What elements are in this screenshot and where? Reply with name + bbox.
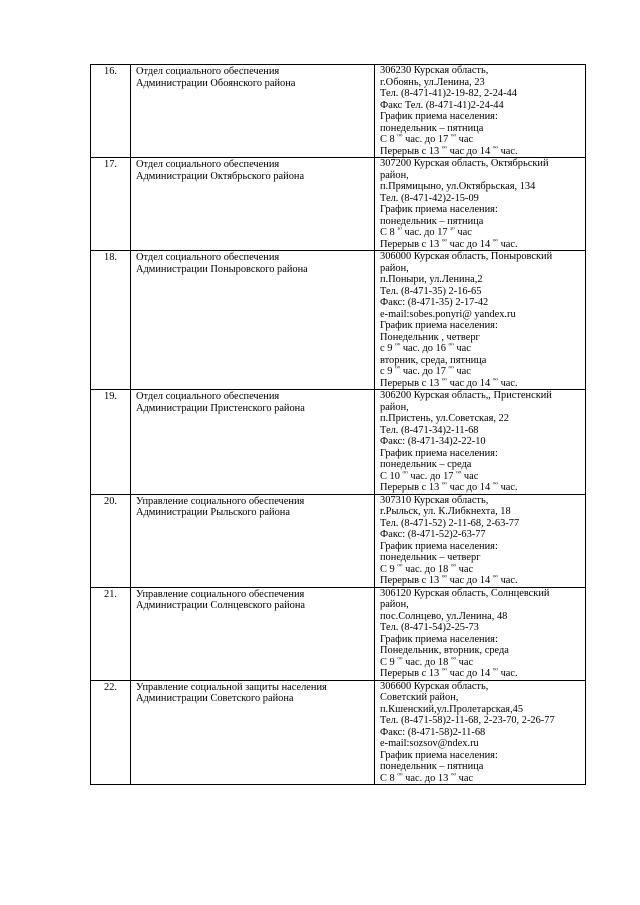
- contact-line: понедельник – четверг: [380, 552, 481, 563]
- time-minutes-superscript: ⁰⁰: [441, 574, 448, 582]
- time-minutes-superscript: ⁰⁰: [441, 145, 448, 152]
- contact-line: 306600 Курская область,: [380, 680, 489, 692]
- row-number: 16.: [91, 65, 131, 158]
- office-name-line: Администрации Октябрьского района: [136, 170, 305, 182]
- contact-line: Советский район,: [380, 692, 459, 703]
- table-row: [91, 494, 586, 587]
- office-name-line: Управление социального обеспечения: [136, 495, 305, 507]
- time-minutes-superscript: ⁰⁰: [395, 342, 401, 350]
- time-minutes-superscript: ³⁰: [397, 226, 402, 234]
- table-row: [91, 65, 586, 158]
- contact-line: понедельник – пятница: [380, 761, 484, 772]
- contact-line: С 8 $^{^{30}}$ час. до 17 $^{^{30}}$ час: [380, 226, 472, 238]
- time-minutes-superscript: ⁰⁰: [450, 563, 457, 570]
- row-number: 18.: [91, 251, 131, 390]
- offices-table: [90, 64, 586, 785]
- contact-line: п.Поныри, ул.Ленина,2: [380, 274, 483, 285]
- table-row: [91, 251, 586, 390]
- contact-line: район,: [380, 169, 409, 181]
- contact-line: Тел. (8-471-35) 2-16-65: [380, 285, 482, 297]
- time-minutes-superscript: ⁰⁰: [441, 238, 448, 245]
- contact-line: Тел. (8-471-54)2-25-73: [380, 622, 479, 633]
- time-minutes-superscript: ⁰⁰: [492, 667, 498, 675]
- office-name-cell: [131, 65, 375, 158]
- contact-line: Факс Тел. (8-471-41)2-24-44: [380, 99, 504, 111]
- contact-line: Перерыв с 13 $^{^{00}}$ час до 14 $^{^{00}}$ час.: [380, 145, 518, 157]
- contact-line: Факс: (8-471-52)2-63-77: [380, 529, 486, 540]
- office-name-line: Администрации Пристенского района: [136, 402, 305, 414]
- office-name-line: Отдел социального обеспечения: [136, 66, 280, 77]
- office-contact-cell: [375, 65, 586, 158]
- contact-line: Перерыв с 13 $^{^{00}}$ час до 14 $^{^{00}}$ час.: [380, 238, 518, 250]
- contact-line: e-mail:sobes.ponyri@ yandex.ru: [380, 308, 516, 320]
- contact-line: п.Прямицыно, ул.Октябрьская, 134: [380, 181, 536, 192]
- time-minutes-superscript: ⁰⁰: [397, 133, 403, 141]
- contact-line: пос.Солнцево, ул.Ленина, 48: [380, 610, 508, 622]
- contact-line: г.Рыльск, ул. К.Либкнехта, 18: [380, 506, 511, 517]
- contact-line: С 9 $^{^{00}}$ час. до 18 $^{^{00}}$ час: [380, 656, 474, 668]
- contact-line: Перерыв с 13 $^{^{00}}$ час до 14 $^{^{00}}$ час.: [380, 667, 518, 679]
- office-name-line: Отдел социального обеспечения: [136, 252, 280, 263]
- contact-line: понедельник – пятница: [380, 215, 484, 227]
- contact-line: График приема населения:: [380, 633, 498, 645]
- contact-line: Понедельник, вторник, среда: [380, 645, 509, 656]
- contact-line: С 8 $^{^{00}}$ час. до 13 $^{^{00}}$ час: [380, 772, 474, 784]
- time-minutes-superscript: ⁰⁰: [456, 470, 462, 477]
- office-name-cell: [131, 680, 375, 785]
- time-minutes-superscript: ⁰⁰: [402, 470, 408, 477]
- office-contact-cell: [375, 494, 586, 587]
- time-minutes-superscript: ⁰⁰: [492, 238, 498, 245]
- row-number: 19.: [91, 390, 131, 495]
- contact-line: С 9 $^{^{00}}$ час. до 18 $^{^{00}}$ час: [380, 563, 474, 575]
- office-contact-cell: [375, 680, 586, 785]
- contact-line: район,: [380, 401, 409, 413]
- contact-line: 307310 Курская область,: [380, 494, 489, 506]
- office-name-line: Администрации Солнцевского района: [136, 600, 306, 611]
- table-row: [91, 680, 586, 785]
- office-name-line: Администрации Советского района: [136, 693, 294, 704]
- contact-line: Факс: (8-471-35) 2-17-42: [380, 297, 489, 308]
- time-minutes-superscript: ⁰⁰: [492, 574, 498, 582]
- office-name-line: Отдел социального обеспечения: [136, 391, 280, 402]
- contact-line: 306120 Курская область, Солнцевский: [380, 587, 550, 599]
- contact-line: район,: [380, 599, 409, 610]
- table-row: [91, 390, 586, 495]
- contact-line: Тел. (8-471-42)2-15-09: [380, 192, 479, 204]
- time-minutes-superscript: ⁰⁰: [397, 563, 403, 570]
- time-minutes-superscript: ⁰⁰: [492, 481, 498, 489]
- time-minutes-superscript: ⁰⁰: [450, 133, 457, 141]
- office-name-line: Управление социальной защиты населения: [136, 681, 327, 693]
- row-number: 17.: [91, 158, 131, 251]
- office-contact-cell: [375, 390, 586, 495]
- office-name-line: Управление социального обеспечения: [136, 588, 305, 600]
- contact-line: 307200 Курская область, Октябрьский: [380, 158, 549, 169]
- office-name-cell: [131, 251, 375, 390]
- office-contact-cell: [375, 587, 586, 680]
- row-number: 21.: [91, 587, 131, 680]
- office-contact-cell: [375, 158, 586, 251]
- time-minutes-superscript: ⁰⁰: [492, 377, 498, 384]
- contact-line: График приема населения:: [380, 111, 498, 122]
- time-minutes-superscript: ³⁰: [450, 226, 455, 234]
- contact-line: График приема населения:: [380, 204, 498, 215]
- contact-line: Перерыв с 13 $^{^{00}}$ час до 14 $^{^{00}}$ час.: [380, 481, 518, 493]
- contact-line: район,: [380, 262, 409, 274]
- contact-line: График приема населения:: [380, 447, 498, 459]
- contact-line: График приема населения:: [380, 749, 498, 761]
- contact-line: с 9 $^{^{00}}$ час. до 17 $^{^{00}}$ час: [380, 365, 471, 377]
- office-name-cell: [131, 390, 375, 495]
- contact-line: 306230 Курская область,: [380, 65, 489, 76]
- contact-line: Факс: (8-471-58)2-11-68: [380, 726, 486, 738]
- contact-line: вторник, среда, пятница: [380, 354, 487, 366]
- contact-line: С 8 $^{^{00}}$ час. до 17 $^{^{00}}$ час: [380, 133, 474, 145]
- time-minutes-superscript: ⁰⁰: [397, 656, 403, 663]
- contact-line: Тел. (8-471-41)2-19-82, 2-24-44: [380, 88, 517, 99]
- time-minutes-superscript: ⁰⁰: [441, 377, 448, 384]
- contact-line: Тел. (8-471-34)2-11-68: [380, 424, 479, 436]
- contact-line: Понедельник , четверг: [380, 331, 480, 343]
- office-name-line: Администрации Поныровского района: [136, 263, 308, 275]
- contact-line: e-mail:sozsov@ndex.ru: [380, 738, 479, 749]
- contact-line: 306200 Курская область,, Пристенский: [380, 390, 552, 401]
- contact-line: График приема населения:: [380, 320, 498, 331]
- contact-line: с 9 $^{^{00}}$ час. до 16 $^{^{00}}$ час: [380, 342, 471, 354]
- contact-line: Факс: (8-471-34)2-22-10: [380, 436, 486, 447]
- contact-line: График приема населения:: [380, 540, 498, 552]
- contact-line: п.Кшенский,ул.Пролетарская,45: [380, 703, 524, 715]
- office-name-cell: [131, 494, 375, 587]
- contact-line: 306000 Курская область, Поныровский: [380, 251, 553, 262]
- office-name-line: Администрации Рыльского района: [136, 507, 290, 518]
- contact-line: Тел. (8-471-52) 2-11-68, 2-63-77: [380, 517, 520, 529]
- contact-line: Перерыв с 13 $^{^{00}}$ час до 14 $^{^{00}}$ час.: [380, 574, 518, 586]
- contact-line: Перерыв с 13 $^{^{00}}$ час до 14 $^{^{00}}$ час.: [380, 377, 518, 389]
- office-name-line: Отдел социального обеспечения: [136, 159, 280, 170]
- table-row: [91, 587, 586, 680]
- contact-line: г.Обоянь, ул.Ленина, 23: [380, 76, 485, 88]
- table-row: [91, 158, 586, 251]
- time-minutes-superscript: ⁰⁰: [441, 481, 448, 489]
- time-minutes-superscript: ⁰⁰: [441, 667, 448, 675]
- contact-line: п.Пристень, ул.Советская, 22: [380, 413, 509, 424]
- time-minutes-superscript: ⁰⁰: [450, 656, 457, 663]
- office-name-cell: [131, 587, 375, 680]
- time-minutes-superscript: ⁰⁰: [492, 145, 498, 152]
- time-minutes-superscript: ⁰⁰: [397, 772, 403, 779]
- time-minutes-superscript: ⁰⁰: [448, 365, 454, 373]
- time-minutes-superscript: ⁰⁰: [395, 365, 401, 373]
- offices-table-body: [91, 65, 586, 785]
- time-minutes-superscript: ⁰⁰: [448, 342, 454, 350]
- office-contact-cell: [375, 251, 586, 390]
- contact-line: понедельник – среда: [380, 459, 472, 470]
- contact-line: Тел. (8-471-58)2-11-68, 2-23-70, 2-26-77: [380, 715, 555, 726]
- time-minutes-superscript: ⁰⁰: [450, 772, 457, 779]
- row-number: 20.: [91, 494, 131, 587]
- contact-line: С 10 $^{^{00}}$ час. до 17 $^{^{00}}$ час: [380, 470, 479, 482]
- contact-line: понедельник – пятница: [380, 122, 484, 134]
- office-name-cell: [131, 158, 375, 251]
- row-number: 22.: [91, 680, 131, 785]
- office-name-line: Администрации Обоянского района: [136, 77, 296, 89]
